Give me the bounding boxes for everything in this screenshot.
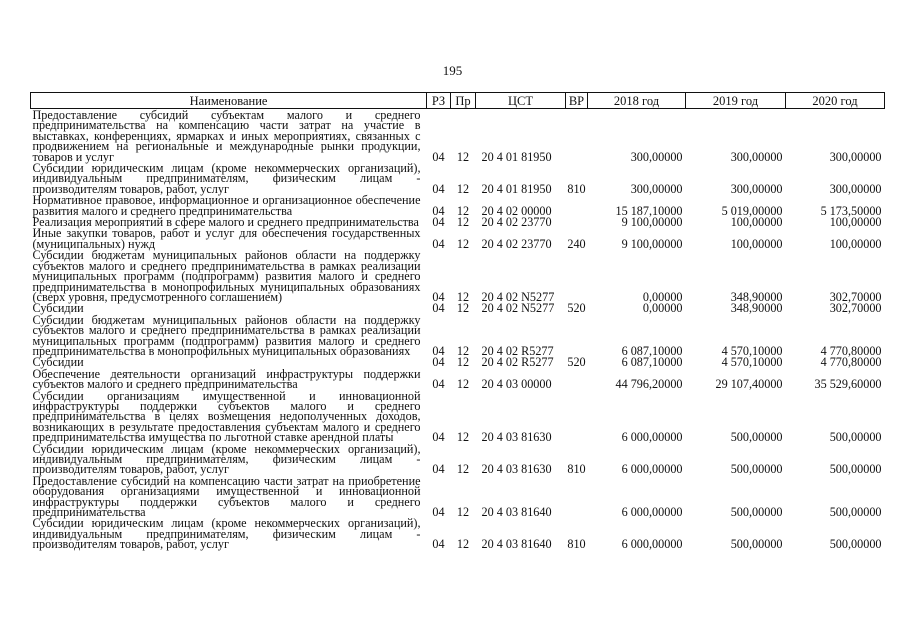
row-rz: 04 (432, 355, 445, 370)
row-rz: 04 (432, 215, 445, 230)
row-vr: 810 (567, 181, 586, 196)
row-2019: 300,00000 (730, 181, 783, 196)
row-2018: 6 000,00000 (621, 462, 683, 477)
row-cst: 20 4 02 R5277 (481, 343, 554, 358)
row-2019: 100,00000 (730, 215, 783, 230)
row-2020: 302,70000 (829, 289, 882, 304)
row-2019: 4 570,10000 (721, 355, 783, 370)
row-cst: 20 4 03 81640 (481, 537, 552, 552)
budget-table (30, 92, 885, 550)
row-2020: 5 173,50000 (820, 203, 882, 218)
row-cst: 20 4 03 81630 (481, 462, 552, 477)
row-vr: 520 (567, 301, 586, 316)
row-pr: 12 (456, 149, 470, 164)
row-2018: 300,00000 (630, 149, 683, 164)
row-2020: 100,00000 (829, 215, 882, 230)
row-2018: 0,00000 (642, 289, 683, 304)
header-vr: ВР (566, 93, 588, 109)
row-cst: 20 4 02 00000 (481, 203, 552, 218)
row-rz: 04 (432, 505, 445, 520)
table-row (31, 194, 885, 216)
header-2020: 2020 год (786, 93, 885, 109)
row-rz: 04 (432, 377, 445, 392)
row-pr: 12 (456, 430, 470, 445)
row-vr (566, 314, 588, 357)
row-name: Субсидии юридическим лицам (кроме некоммерческих организаций), индивидуальным предпринимателям, физическим лицам - производителям товаров, работ, услуг (32, 161, 421, 196)
table-body (31, 109, 885, 550)
row-2019: 348,90000 (730, 301, 783, 316)
row-rz: 04 (432, 430, 445, 445)
row-cst: 20 4 01 81950 (481, 149, 552, 164)
row-2020: 500,00000 (829, 537, 882, 552)
row-vr (566, 390, 588, 443)
row-pr: 12 (456, 215, 470, 230)
row-2020: 500,00000 (829, 505, 882, 520)
row-2020: 300,00000 (829, 149, 882, 164)
row-name: Субсидии (32, 355, 84, 370)
row-2018: 0,00000 (642, 301, 683, 316)
table-row (31, 390, 885, 443)
row-name: Субсидии бюджетам муниципальных районов области на поддержку субъектов малого и среднего предпринимательства в рамках реализации муниципальных программ (подпрограмм) развития малого и среднего предпринимательства в монопрофильных муниципальных образованиях (сверх уровня, предусмотренного соглашением) (32, 248, 421, 304)
row-name: Нормативное правовое, информационное и организационное обеспечение развития малого и среднего предпринимательства (32, 193, 421, 218)
row-cst: 20 4 02 R5277 (481, 355, 554, 370)
table-row (31, 314, 885, 357)
row-rz: 04 (432, 181, 445, 196)
row-pr: 12 (456, 289, 470, 304)
table-header-row (31, 93, 885, 109)
row-rz: 04 (432, 203, 445, 218)
table-row (31, 475, 885, 518)
row-2020: 500,00000 (829, 430, 882, 445)
row-2019: 4 570,10000 (721, 343, 783, 358)
row-cst: 20 4 02 N5277 (481, 301, 555, 316)
row-2020: 302,70000 (829, 301, 882, 316)
row-2018: 9 100,00000 (621, 215, 683, 230)
row-rz: 04 (432, 537, 445, 552)
table-row (31, 368, 885, 390)
header-cst: ЦСТ (476, 93, 566, 109)
header-rz: РЗ (427, 93, 451, 109)
row-vr (566, 368, 588, 390)
row-pr: 12 (456, 377, 470, 392)
row-2018: 9 100,00000 (621, 236, 683, 251)
row-2020: 500,00000 (829, 462, 882, 477)
row-name: Предоставление субсидий на компенсацию части затрат на приобретение оборудования организациями имущественной и инновационной инфраструктуры поддержки субъектов малого и среднего предпринимательства (32, 473, 421, 520)
row-pr: 12 (456, 236, 470, 251)
row-2018: 6 087,10000 (621, 355, 683, 370)
row-pr: 12 (456, 505, 470, 520)
row-2020: 4 770,80000 (820, 343, 882, 358)
header-2019: 2019 год (686, 93, 786, 109)
row-vr (566, 475, 588, 518)
row-vr (566, 194, 588, 216)
row-2019: 29 107,40000 (715, 377, 783, 392)
row-rz: 04 (432, 301, 445, 316)
table-row (31, 302, 885, 313)
row-rz: 04 (432, 462, 445, 477)
table-row (31, 443, 885, 475)
row-2019: 500,00000 (730, 505, 783, 520)
row-2019: 300,00000 (730, 149, 783, 164)
row-name: Реализация мероприятий в сфере малого и среднего предпринимательства (32, 215, 419, 230)
row-2019: 500,00000 (730, 537, 783, 552)
row-2018: 44 796,20000 (615, 377, 683, 392)
row-vr: 520 (567, 355, 586, 370)
row-2018: 6 087,10000 (621, 343, 683, 358)
row-vr: 810 (567, 537, 586, 552)
table-row (31, 162, 885, 194)
row-rz: 04 (432, 236, 445, 251)
row-2018: 6 000,00000 (621, 505, 683, 520)
row-rz: 04 (432, 149, 445, 164)
table-row (31, 227, 885, 249)
row-cst: 20 4 03 00000 (481, 377, 552, 392)
row-pr: 12 (456, 462, 470, 477)
row-name: Обеспечение деятельности организаций инфраструктуры поддержки субъектов малого и среднего предпринимательства (32, 366, 421, 392)
row-2018: 6 000,00000 (621, 430, 683, 445)
header-name: Наименование (31, 93, 427, 109)
row-cst: 20 4 02 23770 (481, 215, 552, 230)
row-2019: 500,00000 (730, 430, 783, 445)
row-2020: 35 529,60000 (814, 377, 882, 392)
row-cst: 20 4 02 23770 (481, 236, 552, 251)
row-pr: 12 (456, 343, 470, 358)
row-2018: 300,00000 (630, 181, 683, 196)
table-row (31, 517, 885, 549)
row-name: Предоставление субсидий субъектам малого и среднего предпринимательства на компенсацию части затрат на участие в выставках, конференциях, ярмарках и иных мероприятиях, связанных с продвижением на региональные и международные рынки продукции, товаров и услуг (32, 108, 421, 164)
table-row (31, 109, 885, 163)
row-2019: 348,90000 (730, 289, 783, 304)
row-pr: 12 (456, 355, 470, 370)
row-2020: 300,00000 (829, 181, 882, 196)
row-cst: 20 4 02 N5277 (481, 289, 555, 304)
row-cst: 20 4 03 81630 (481, 430, 552, 445)
row-pr: 12 (456, 301, 470, 316)
row-2020: 100,00000 (829, 236, 882, 251)
header-pr: Пр (451, 93, 476, 109)
row-2019: 500,00000 (730, 462, 783, 477)
row-name: Субсидии юридическим лицам (кроме некоммерческих организаций), индивидуальным предпринимателям, физическим лицам - производителям товаров, работ, услуг (32, 516, 421, 552)
row-2018: 15 187,10000 (615, 203, 683, 218)
row-vr (566, 216, 588, 227)
row-pr: 12 (456, 181, 470, 196)
row-2018: 6 000,00000 (621, 537, 683, 552)
row-pr: 12 (456, 537, 470, 552)
header-2018: 2018 год (588, 93, 686, 109)
row-vr (566, 249, 588, 302)
row-name: Субсидии организациям имущественной и инновационной инфраструктуры поддержки субъектов малого и среднего предпринимательства в целях возмещения недополученных доходов, возникающих в результате предоставления субъектам малого и среднего предпринимательства имущества по льготной ставке арендной платы (32, 388, 421, 445)
row-rz: 04 (432, 343, 445, 358)
table-row (31, 249, 885, 302)
row-vr: 810 (567, 462, 586, 477)
row-name: Субсидии юридическим лицам (кроме некоммерческих организаций), индивидуальным предпринимателям, физическим лицам - производителям товаров, работ, услуг (32, 441, 421, 477)
row-cst: 20 4 03 81640 (481, 505, 552, 520)
row-rz: 04 (432, 289, 445, 304)
row-vr: 240 (567, 236, 586, 251)
row-pr: 12 (456, 203, 470, 218)
row-2019: 5 019,00000 (721, 203, 783, 218)
row-vr (566, 109, 588, 163)
row-2019: 100,00000 (730, 236, 783, 251)
row-name: Иные закупки товаров, работ и услуг для обеспечения государственных (муниципальных) нужд (32, 226, 421, 251)
row-cst: 20 4 01 81950 (481, 181, 552, 196)
page-number: 195 (442, 63, 463, 78)
row-2020: 4 770,80000 (820, 355, 882, 370)
row-name: Субсидии (32, 301, 84, 316)
row-name: Субсидии бюджетам муниципальных районов области на поддержку субъектов малого и среднего предпринимательства в рамках реализации муниципальных программ (подпрограмм) развития малого и среднего предпринимательства в монопрофильных муниципальных образованиях (32, 312, 421, 358)
